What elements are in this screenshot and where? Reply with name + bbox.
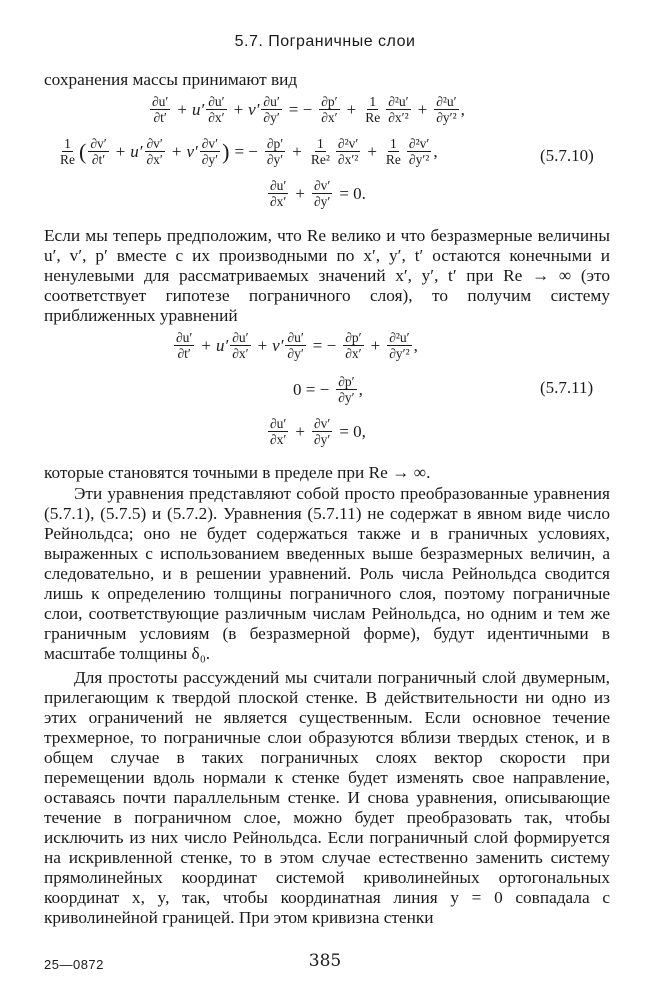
fraction-numerator: 1	[369, 94, 377, 109]
fraction	[285, 330, 305, 361]
fraction	[88, 136, 108, 167]
fraction	[230, 330, 250, 361]
variable: v′	[248, 99, 260, 119]
fraction-numerator: 1	[317, 136, 324, 151]
fraction-denominator: ∂x′	[345, 346, 362, 361]
equation-5-7-11	[0, 330, 650, 452]
fraction-denominator: ∂x′	[232, 346, 249, 361]
fraction	[407, 136, 431, 167]
fraction-denominator: ∂y′	[266, 152, 284, 167]
fraction-numerator: ∂v′	[313, 178, 331, 193]
paragraph-intro: сохранения массы принимают вид	[44, 70, 298, 89]
math-operator: +	[295, 421, 305, 441]
math-operator: +	[370, 335, 381, 355]
fraction-numerator: 1	[64, 136, 71, 151]
fraction	[363, 94, 382, 125]
variable: v′	[272, 335, 284, 355]
fraction-numerator: ∂²u′	[436, 94, 457, 109]
math-operator: +	[233, 99, 244, 119]
math-operator: = 0,	[339, 421, 366, 441]
math-operator: = −	[312, 335, 337, 355]
fraction-denominator: ∂y′²	[408, 152, 430, 167]
fraction	[174, 330, 194, 361]
math-operator: +	[115, 141, 126, 161]
fraction-numerator: ∂²u′	[389, 330, 410, 345]
variable: u′	[215, 335, 229, 355]
math-operator: 0 = −	[293, 379, 330, 399]
math-operator: +	[295, 183, 305, 203]
math-operator: +	[367, 141, 377, 161]
fraction-numerator: ∂u′	[270, 178, 287, 193]
fraction-denominator: ∂y′	[313, 194, 331, 209]
fraction-numerator: ∂u′	[270, 416, 287, 431]
fraction-denominator: Re	[385, 152, 401, 167]
equation-5-7-11-line-3	[266, 416, 371, 447]
math-operator: +	[257, 335, 268, 355]
fraction	[434, 94, 458, 125]
fraction-numerator: ∂v′	[313, 416, 331, 431]
fraction-denominator: ∂x′²	[388, 110, 409, 125]
math-operator: +	[417, 99, 428, 119]
fraction-numerator: ∂²u′	[388, 94, 409, 109]
fraction	[319, 94, 339, 125]
fraction	[268, 416, 288, 447]
fraction-denominator: ∂y′	[201, 152, 219, 167]
fraction-numerator: ∂p′	[345, 330, 362, 345]
fraction-numerator: ∂u′	[152, 94, 169, 109]
parenthesis: )	[222, 138, 230, 164]
fraction	[150, 94, 170, 125]
print-code: 25—0872	[44, 957, 104, 972]
fraction-numerator: ∂²v′	[408, 136, 430, 151]
math-operator: +	[171, 141, 182, 161]
fraction-denominator: ∂x′	[146, 152, 163, 167]
equation-number: (5.7.10)	[540, 146, 594, 165]
fraction-denominator: ∂x′	[270, 194, 287, 209]
fraction-numerator: ∂u′	[263, 94, 280, 109]
fraction-numerator: ∂u′	[232, 330, 249, 345]
fraction-denominator: Re²	[310, 152, 330, 167]
fraction-numerator: ∂p′	[321, 94, 338, 109]
fraction	[343, 330, 363, 361]
fraction-denominator: ∂y′²	[389, 346, 410, 361]
math-operator: +	[177, 99, 187, 119]
fraction-numerator: ∂u′	[176, 330, 193, 345]
equation-5-7-10-line-2: $\frac{1}{Re}$ ( $\frac{\partial v'}{\partial t'}$ + u′ $\frac{\partial v'}{\partial x'}$ + v′ $\frac{\partial v'}{\partial y'}$ ) = − $\frac{\partial p'}{\partial y'}$ + $\frac{1}{\text{Re²}}$ $\frac{\text{∂²v′}}{\text{∂x′²}}$ + $\frac{1}{Re}$ $\frac{\text{∂²v′}}{\text{∂y′²}}$ ,	[60, 136, 438, 167]
fraction-denominator: Re	[365, 110, 381, 125]
equation-5-7-10-line-3	[266, 178, 371, 209]
fraction	[265, 136, 285, 167]
paragraph-simplification: Для простоты рассуждений мы считали пограничный слой двумерным, прилегающим к твердой плоской стенке. В действительности ни одно из этих ограничений не является существенным. Если основное течение трехмерное, то пограничные слои образуются вблизи твердых стенок, и в общем случае в таких пограничных слоях вектор скорости при перемещении вдоль нормали к стенке будет изменять свое направление, оставаясь почти параллельным стенке. И снова уравнения, описывающие течение в пограничном слое, можно будет преобразовать так, чтобы исключить из них число Рейнольдса. Если пограничный слой формируется на искривленной стенке, то в этом случае естественно заменить систему прямолинейных координат системой криволинейных ортогональных координат x, y, так, чтобы координатная линия y = 0 совпадала с криволинейной границей. При этом кривизна стенки	[44, 668, 610, 927]
fraction	[336, 136, 360, 167]
math-operator: +	[292, 141, 302, 161]
fraction	[384, 136, 403, 167]
fraction-denominator: ∂x′	[270, 432, 287, 447]
fraction	[312, 178, 332, 209]
fraction-numerator: ∂v′	[90, 136, 107, 151]
fraction-denominator: Re	[60, 152, 75, 167]
fraction-denominator: ∂y′	[338, 390, 355, 405]
equation-5-7-10	[0, 94, 650, 214]
math-operator: = −	[288, 99, 313, 119]
fraction	[145, 136, 165, 167]
math-operator: +	[346, 99, 357, 119]
fraction-numerator: ∂u′	[208, 94, 225, 109]
fraction	[386, 94, 410, 125]
fraction	[336, 374, 356, 405]
fraction	[200, 136, 220, 167]
fraction-numerator: ∂v′	[146, 136, 163, 151]
equation-5-7-11-line-1: $\frac{\partial u'}{\partial t'}$ + u′ $\frac{\partial u'}{\partial x'}$ + v′ $\frac{\partial u'}{\partial y'}$ = − $\frac{\partial p'}{\partial x'}$ + $\frac{\text{∂²u′}}{\text{∂y′²}}$ ,	[176, 330, 418, 361]
fraction-numerator: 1	[390, 136, 397, 151]
fraction	[387, 330, 411, 361]
equation-number: (5.7.11)	[540, 378, 594, 397]
math-operator: = −	[234, 141, 258, 161]
fraction	[58, 136, 77, 167]
fraction-numerator: ∂u′	[287, 330, 304, 345]
variable: u′	[130, 141, 143, 161]
fraction-denominator: ∂x′	[208, 110, 225, 125]
parenthesis: (	[79, 138, 87, 164]
fraction-denominator: ∂t′	[153, 110, 167, 125]
fraction-denominator: ∂t′	[177, 346, 191, 361]
running-header: 5.7. Пограничные слои	[234, 33, 416, 50]
fraction-numerator: ∂p′	[338, 374, 355, 389]
variable: v′	[186, 141, 198, 161]
fraction	[312, 416, 332, 447]
fraction-denominator: ∂t′	[91, 152, 106, 167]
fraction-denominator: ∂x′	[321, 110, 338, 125]
fraction-numerator: ∂²v′	[337, 136, 359, 151]
fraction-numerator: ∂p′	[266, 136, 284, 151]
math-operator: +	[201, 335, 211, 355]
fraction-numerator: ∂v′	[201, 136, 219, 151]
equation-5-7-10-line-1: $\frac{\partial u'}{\partial t'}$ + u′ $\frac{\partial u'}{\partial x'}$ + v′ $\frac{\partial u'}{\partial y'}$ = − $\frac{\partial p'}{\partial x'}$ + $\frac{1}{Re}$ $\frac{\text{∂²u′}}{\text{∂x′²}}$ + $\frac{\text{∂²u′}}{\text{∂y′²}}$ ,	[152, 94, 465, 125]
page-number: 385	[308, 951, 342, 971]
fraction-denominator: ∂y′	[313, 432, 331, 447]
variable: u′	[191, 99, 205, 119]
paragraph-exact-limit: которые становятся точными в пределе при Re → ∞.	[44, 463, 431, 482]
fraction	[206, 94, 226, 125]
fraction-denominator: ∂y′²	[436, 110, 457, 125]
equation-5-7-11-line-2: 0 = − $\frac{\partial p'}{\partial y'}$ ,	[293, 374, 363, 405]
math-operator: = 0.	[339, 183, 366, 203]
fraction	[309, 136, 332, 167]
paragraph-assumption: Если мы теперь предположим, что Re велико и что безразмерные величины u′, v′, p′ вместе с их производными по x′, y′, t′ остаются конечными и ненулевыми для рассматриваемых значений x′, y′, t′ при Re → ∞ (это соответствует гипотезе пограничного слоя), то получим систему приближенных уравнений	[44, 226, 610, 325]
fraction	[261, 94, 281, 125]
fraction	[268, 178, 288, 209]
paragraph-transformed-equations: Эти уравнения представляют собой просто преобразованные уравнения (5.7.1), (5.7.5) и (5.7.2). Уравнения (5.7.11) не содержат в явном виде число Рейнольдса; оно не будет содержаться также и в граничных условиях, выраженных с использованием введенных выше безразмерных величин, а следовательно, и в решении уравнений. Роль числа Рейнольдса сводится лишь к определению толщины пограничного слоя, поэтому пограничные слои, соответствующие различным числам Рейнольдса, но одним и тем же граничным условиям (в безразмерной форме), будут идентичными в масштабе толщины δ₀.	[44, 484, 610, 663]
fraction-denominator: ∂y′	[287, 346, 304, 361]
fraction-denominator: ∂x′²	[337, 152, 359, 167]
fraction-denominator: ∂y′	[263, 110, 280, 125]
